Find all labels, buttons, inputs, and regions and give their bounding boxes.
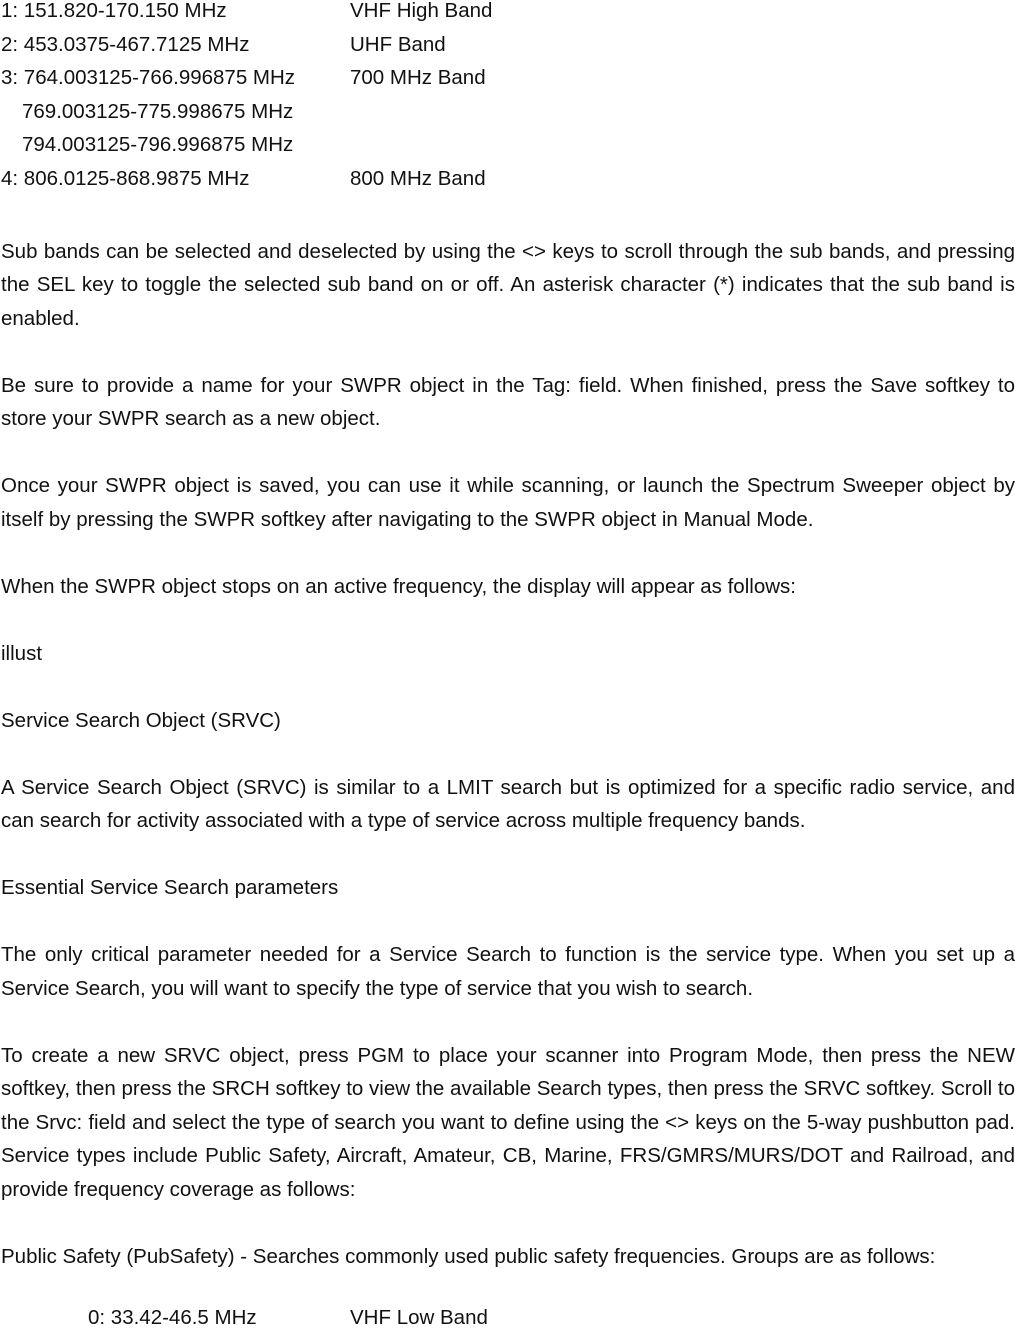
sub-band-name: 700 MHz Band (350, 67, 486, 89)
public-safety-group-list (1, 1307, 1015, 1340)
sub-band-range-continued: 794.003125-796.996875 MHz (22, 134, 293, 156)
sub-band-range: 1: 151.820-170.150 MHz (1, 0, 227, 22)
paragraph-public-safety: Public Safety (PubSafety) - Searches commonly used public safety frequencies. Groups are as follows: (1, 1240, 1015, 1274)
sub-band-row (1, 134, 1015, 168)
sub-band-row (1, 34, 1015, 68)
sub-band-range-continued: 769.003125-775.998675 MHz (22, 101, 293, 123)
sub-band-name: 800 MHz Band (350, 168, 486, 190)
section-heading-essential-params: Essential Service Search parameters (1, 871, 1015, 905)
paragraph-save-swpr: Be sure to provide a name for your SWPR object in the Tag: field. When finished, press the Save softkey to store your SWPR search as a new object. (1, 369, 1015, 436)
sub-band-row (1, 67, 1015, 101)
paragraph-display-info: When the SWPR object stops on an active frequency, the display will appear as follows: (1, 570, 1015, 604)
sub-band-name: UHF Band (350, 34, 446, 56)
illustration-placeholder: illust (1, 637, 1015, 671)
paragraph-create-srvc: To create a new SRVC object, press PGM to place your scanner into Program Mode, then press the NEW softkey, then press the SRCH softkey to view the available Search types, then press the SRVC softkey. Scroll to the Srvc: field and select the type of search you want to define using the <> keys on the 5-way pushbutton pad. Service types include Public Safety, Aircraft, Amateur, CB, Marine, FRS/GMRS/MURS/DOT and Railroad, and provide frequency coverage as follows: (1, 1039, 1015, 1207)
group-range: 0: 33.42-46.5 MHz (88, 1307, 257, 1329)
sub-band-range: 4: 806.0125-868.9875 MHz (1, 168, 249, 190)
sub-band-row (1, 168, 1015, 202)
paragraph-critical-param: The only critical parameter needed for a Service Search to function is the service type. When you set up a Service Search, you will want to specify the type of service that you wish to search. (1, 938, 1015, 1005)
paragraph-use-swpr: Once your SWPR object is saved, you can use it while scanning, or launch the Spectrum Sweeper object by itself by pressing the SWPR softkey after navigating to the SWPR object in Manual Mode. (1, 469, 1015, 536)
sub-band-name: VHF High Band (350, 0, 492, 22)
sub-band-list (1, 0, 1015, 201)
paragraph-sub-band-selection: Sub bands can be selected and deselected by using the <> keys to scroll through the sub bands, and pressing the SEL key to toggle the selected sub band on or off. An asterisk character (*) indicates that the sub band is enabled. (1, 235, 1015, 336)
sub-band-range: 2: 453.0375-467.7125 MHz (1, 34, 249, 56)
sub-band-row (1, 0, 1015, 34)
group-band-name: VHF Low Band (350, 1307, 488, 1329)
paragraph-srvc-intro: A Service Search Object (SRVC) is similar to a LMIT search but is optimized for a specific radio service, and can search for activity associated with a type of service across multiple frequency bands. (1, 771, 1015, 838)
spacer (1, 201, 1015, 235)
section-heading-srvc: Service Search Object (SRVC) (1, 704, 1015, 738)
public-safety-group-row (1, 1307, 1015, 1340)
document-page (1, 0, 1015, 1340)
sub-band-row (1, 101, 1015, 135)
sub-band-range: 3: 764.003125-766.996875 MHz (1, 67, 295, 89)
